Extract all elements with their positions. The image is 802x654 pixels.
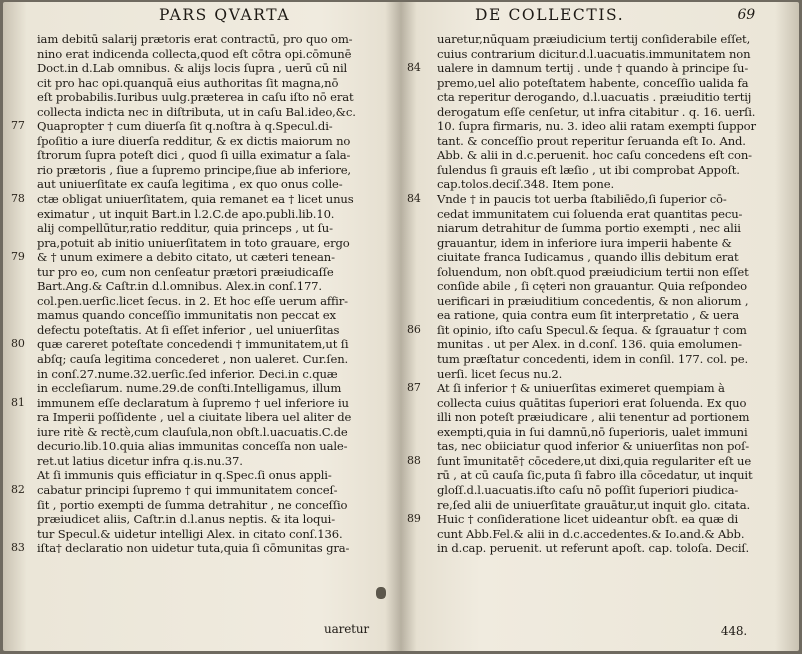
left-text-line xyxy=(11,395,375,411)
left-running-head xyxy=(29,8,375,32)
left-text-line xyxy=(11,337,375,352)
line-text: iam debitū salarij prætoris erat contractū, pro quo om- xyxy=(37,32,353,46)
right-text-line xyxy=(423,32,763,47)
left-text-line xyxy=(29,32,375,47)
line-text: tur Specul.& uidetur intelligi Alex. in citato conſ.136. xyxy=(37,526,343,541)
line-text: ret.ut latius dicetur infra q.is.nu.37. xyxy=(37,453,243,468)
left-text-line xyxy=(11,250,375,265)
right-header-title: DE COLLECTIS. xyxy=(475,6,625,24)
right-text-line xyxy=(407,381,763,396)
marginal-number: 84 xyxy=(407,61,421,75)
left-text-line xyxy=(29,279,375,294)
ink-smudge xyxy=(376,587,386,599)
line-text: 10. ſupra firmaris, nu. 3. ideo alii ratam exempti ſuppor xyxy=(437,119,756,134)
right-text-line xyxy=(423,148,763,163)
left-text-line xyxy=(29,90,375,105)
line-text: re,ſed alii de uniuerſitate grauātur,ut inquit glo. citata. xyxy=(437,497,751,512)
line-text: cit pro hac opi.quanquā eius authoritas ſit magna,nō xyxy=(37,75,339,90)
left-text-line xyxy=(29,134,375,149)
line-text: col.pen.uerſic.licet ſecus. in 2. Et hoc eſſe uerum affir- xyxy=(37,293,348,308)
left-text-line xyxy=(29,381,375,396)
line-text: Doct.in d.Lab omnibus. & alijs locis ſupra , uerū cū nil xyxy=(37,61,348,76)
line-text: præiudicet aliis, Caſtr.in d.l.anus neptis. & ita loqui- xyxy=(37,512,335,527)
line-text: ra Imperii poſſidente , uel a ciuitate libera uel aliter de xyxy=(37,410,352,425)
line-text: At ſi inferior † & uniuerſitas eximeret quempiam à xyxy=(437,381,725,396)
left-text-line xyxy=(29,148,375,163)
line-text: & † unum eximere a debito citato, ut cæteri tenean- xyxy=(37,250,335,265)
line-text: quæ careret poteſtate concedendi † immunitatem,ut ſi xyxy=(37,337,349,352)
line-text: gloſſ.d.l.uacuatis.iſto caſu nō poſſit ſuperiori piudica- xyxy=(437,482,739,497)
right-text-line xyxy=(423,163,763,178)
right-text-line xyxy=(423,439,763,454)
right-text-line xyxy=(423,177,763,192)
right-text-line xyxy=(423,483,763,498)
left-text-line xyxy=(29,498,375,513)
left-text-line xyxy=(11,541,375,556)
line-text: tant. & conceſſio prout reperitur ſeruanda eſt Io. And. xyxy=(437,133,746,148)
line-text: ſoluendum, non obſt.quod præiudicium tertii non eſſet xyxy=(437,264,749,279)
left-text-line xyxy=(29,76,375,91)
line-text: premo,uel alio poteſtatem habente, conceſſio ualida fa xyxy=(437,75,749,90)
right-text-line xyxy=(423,294,763,309)
left-text-line xyxy=(29,425,375,440)
line-text: immunem eſſe declaratum à ſupremo † uel inferiore iu xyxy=(37,395,349,410)
line-text: rio prætoris , ſiue a ſupremo principe,ſiue ab inferiore, xyxy=(37,162,351,177)
marginal-number: 82 xyxy=(11,482,25,496)
line-text: tum præſtatur concedenti, idem in conſil. 177. col. pe. xyxy=(437,352,748,367)
right-text-line xyxy=(423,207,763,222)
line-text: Bart.Ang.& Caſtr.in d.l.omnibus. Alex.in conſ.177. xyxy=(37,279,322,294)
line-text: in conſ.27.nume.32.uerſic.ſed inferior. Deci.in c.quæ xyxy=(37,366,338,381)
line-text: aut uniuerſitate ex cauſa legitima , ex quo onus colle- xyxy=(37,177,343,192)
left-text-line xyxy=(29,454,375,469)
left-text-line xyxy=(29,177,375,192)
right-text-line xyxy=(423,367,763,382)
right-text-line xyxy=(407,322,763,338)
right-text-line xyxy=(423,76,763,91)
left-text-line xyxy=(29,468,375,483)
marginal-number: 80 xyxy=(11,337,25,351)
left-text-line xyxy=(29,221,375,236)
page-number: 448. xyxy=(720,624,747,639)
right-text-line xyxy=(423,119,763,134)
folio-number: 69 xyxy=(737,7,755,23)
line-text: abſq; cauſa legitima concederet , non ualeret. Cur.ſen. xyxy=(37,352,349,367)
left-text-line xyxy=(11,119,375,134)
left-text-line xyxy=(29,47,375,62)
right-text-line xyxy=(423,498,763,513)
marginal-number: 81 xyxy=(11,395,25,409)
right-text-line xyxy=(423,396,763,411)
right-text-line xyxy=(423,236,763,251)
right-text-line xyxy=(423,541,763,556)
marginal-number: 79 xyxy=(11,250,25,264)
right-text-line xyxy=(423,265,763,280)
line-text: conſide abile , ſi cęteri non grauantur. Quia reſpondeo xyxy=(437,279,748,294)
right-text-block xyxy=(407,32,763,556)
line-text: ſit , portio exempti de ſumma detrahitur , ne conceſſio xyxy=(37,497,348,512)
line-text: alij compellūtur,ratio redditur, quia princeps , ut ſu- xyxy=(37,221,333,236)
left-text-line xyxy=(29,367,375,382)
line-text: ea ratione, quia contra eum ſit interpretatio , & uera xyxy=(437,308,739,323)
left-text-line xyxy=(29,105,375,120)
line-text: munitas . ut per Alex. in d.conſ. 136. quia emolumen- xyxy=(437,337,742,352)
marginal-number: 83 xyxy=(11,541,25,555)
left-text-line xyxy=(29,207,375,222)
line-text: uaretur,nūquam præiudicium tertij conſiderabile eſſet, xyxy=(437,32,751,46)
left-text-line xyxy=(29,323,375,338)
line-text: uerificari in præiuditium concedentis, & non aliorum , xyxy=(437,293,749,308)
line-text: in d.cap. peruenit. ut referunt apoſt. cap. toloſa. Deciſ. xyxy=(437,541,750,556)
left-text-block xyxy=(11,32,375,556)
marginal-number: 88 xyxy=(407,453,421,467)
right-text-line xyxy=(423,352,763,367)
left-text-line xyxy=(29,410,375,425)
line-text: ſpoſitio a iure diuerſa redditur, & ex dictis maiorum no xyxy=(37,133,351,148)
left-text-line xyxy=(29,61,375,76)
line-text: exempti,quia in ſui damnū,nō ſuperioris, ualet immuni xyxy=(437,424,748,439)
left-text-line xyxy=(29,265,375,280)
line-text: Abb. & alii in d.c.peruenit. hoc caſu concedens eſt con- xyxy=(437,148,752,163)
line-text: collecta cuius quātitas ſuperiori erat ſoluenda. Ex quo xyxy=(437,395,747,410)
right-text-line xyxy=(407,192,763,207)
left-header-title: PARS QVARTA xyxy=(159,6,291,24)
left-text-line xyxy=(11,192,375,207)
right-text-line xyxy=(423,468,763,483)
line-text: illi non poteſt præiudicare , alii tenentur ad portionem xyxy=(437,410,750,425)
line-text: nino erat indicenda collecta,quod eſt cōtra opi.cōmunē xyxy=(37,46,352,61)
right-text-line xyxy=(423,425,763,440)
marginal-number: 84 xyxy=(407,192,421,206)
line-text: niarum detrahitur de ſumma portio exempti , nec alii xyxy=(437,221,741,236)
marginal-number: 89 xyxy=(407,512,421,526)
line-text: cabatur principi ſupremo † qui immunitatem conceſ- xyxy=(37,482,338,497)
catchword: uaretur xyxy=(324,622,369,637)
right-text-line xyxy=(423,308,763,323)
right-page xyxy=(407,6,763,643)
line-text: Quapropter † cum diuerſa ſit q.noſtra à q.Specul.di- xyxy=(37,119,333,134)
right-text-line xyxy=(423,134,763,149)
line-text: cuius contrarium dicitur.d.l.uacuatis.immunitatem non xyxy=(437,46,751,61)
right-text-line xyxy=(407,61,763,76)
line-text: cunt Abb.Fel.& alii in d.c.accedentes.& Io.and.& Abb. xyxy=(437,526,745,541)
line-text: ualere in damnum tertij . unde † quando à principe ſu- xyxy=(437,61,749,76)
right-running-head xyxy=(423,8,763,32)
left-text-line xyxy=(29,308,375,323)
line-text: ciuitate franca Iudicamus , quando illis debitum erat xyxy=(437,250,739,265)
right-text-line xyxy=(423,279,763,294)
line-text: ſtrorum ſupra poteſt dici , quod ſi uilla eximatur a ſala- xyxy=(37,148,351,163)
right-text-line xyxy=(407,512,763,527)
right-text-line xyxy=(423,250,763,265)
line-text: At ſi immunis quis efficiatur in q.Spec.ſi onus appli- xyxy=(37,468,332,483)
left-text-line xyxy=(29,352,375,367)
left-text-line xyxy=(29,439,375,454)
marginal-number: 78 xyxy=(11,192,25,206)
marginal-number: 87 xyxy=(407,381,421,395)
line-text: pra,potuit ab initio uniuerſitatem in toto grauare, ergo xyxy=(37,235,350,250)
line-text: ſit opinio, iſto caſu Specul.& ſequa. & ſgrauatur † com xyxy=(437,322,747,337)
left-text-line xyxy=(29,512,375,527)
line-text: tur pro eo, cum non cenſeatur prætori præiudicaſſe xyxy=(37,264,334,279)
left-text-line xyxy=(11,482,375,498)
line-text: ſunt īmunitatē† cōcedere,ut dixi,quia regulariter eſt ue xyxy=(437,453,752,468)
right-text-line xyxy=(423,47,763,62)
line-text: eſt probabilis.Iuribus uulg.præterea in caſu iſto nō erat xyxy=(37,90,354,105)
line-text: cta reperitur derogando, d.l.uacuatis . præiuditio tertij xyxy=(437,90,752,105)
line-text: rū , at cū cauſa ſic,puta ſi fabro illa cōcedatur, ut inquit xyxy=(437,468,753,483)
left-page xyxy=(11,6,375,643)
right-text-line xyxy=(423,527,763,542)
line-text: decurio.lib.10.quia alias immunitas conceſſa non uale- xyxy=(37,439,348,454)
left-text-line xyxy=(29,527,375,542)
marginal-number: 77 xyxy=(11,119,25,133)
right-text-line xyxy=(423,221,763,236)
line-text: Huic † conſideratione licet uideantur obſt. ea quæ di xyxy=(437,512,739,527)
line-text: cedat immunitatem cui ſoluenda erat quantitas pecu- xyxy=(437,206,743,221)
right-text-line xyxy=(423,105,763,120)
marginal-number: 86 xyxy=(407,322,421,336)
line-text: tas, nec obiiciatur quod inferior & uniuerſitas non poſ- xyxy=(437,439,749,454)
right-text-line xyxy=(423,410,763,425)
line-text: eximatur , ut inquit Bart.in l.2.C.de apo.publi.lib.10. xyxy=(37,206,335,221)
line-text: cap.tolos.deciſ.348. Item pone. xyxy=(437,177,614,192)
line-text: ſulendus ſi grauis eſt læſio , ut ibi comprobat Appoſt. xyxy=(437,162,740,177)
right-text-line xyxy=(407,453,763,469)
line-text: Vnde † in paucis tot uerba ſtabiliēdo,ſi ſuperior cō- xyxy=(437,192,727,207)
line-text: iſta† declaratio non uidetur tuta,quia ſi cōmunitas gra- xyxy=(37,541,350,556)
book-spread xyxy=(3,2,799,651)
right-text-line xyxy=(423,337,763,352)
line-text: uerſi. licet ſecus nu.2. xyxy=(437,366,563,381)
left-text-line xyxy=(29,294,375,309)
line-text: iure ritè & rectè,cum clauſula,non obſt.l.uacuatis.C.de xyxy=(37,424,348,439)
left-text-line xyxy=(29,163,375,178)
right-text-line xyxy=(423,90,763,105)
line-text: in eccleſiarum. nume.29.de conſti.Intelligamus, illum xyxy=(37,381,342,396)
line-text: collecta indicta nec in diſtributa, ut in caſu Bal.ideo,&c. xyxy=(37,104,356,119)
line-text: defectu poteſtatis. At ſi eſſet inferior , uel uniuerſitas xyxy=(37,322,340,337)
line-text: grauantur, idem in inferiore iura imperii habente & xyxy=(437,235,732,250)
line-text: mamus quando conceſſio immunitatis non peccat ex xyxy=(37,308,336,323)
left-text-line xyxy=(29,236,375,251)
line-text: ctæ obligat uniuerſitatem, quia remanet ea † licet unus xyxy=(37,192,354,207)
line-text: derogatum eſſe cenſetur, ut infra citabitur . q. 16. uerſi. xyxy=(437,104,756,119)
